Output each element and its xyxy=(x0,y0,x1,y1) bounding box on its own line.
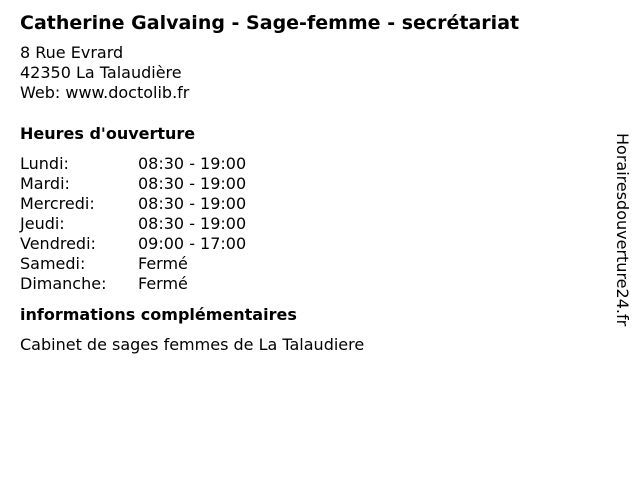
address-web: Web: www.doctolib.fr xyxy=(20,83,190,102)
hours-day-label: Dimanche: xyxy=(20,274,107,293)
watermark-container xyxy=(610,133,634,343)
additional-info-heading: informations complémentaires xyxy=(20,305,297,324)
hours-row-tuesday xyxy=(20,174,590,194)
address-block xyxy=(20,43,590,103)
hours-time-value: 09:00 - 17:00 xyxy=(138,234,247,253)
hours-row-wednesday xyxy=(20,194,590,214)
hours-time-value: 08:30 - 19:00 xyxy=(138,214,247,233)
hours-day-label: Lundi: xyxy=(20,154,69,173)
opening-hours-heading: Heures d'ouverture xyxy=(20,124,196,143)
hours-time-value: 08:30 - 19:00 xyxy=(138,194,247,213)
business-card xyxy=(20,11,590,355)
hours-time-value: Fermé xyxy=(138,274,188,293)
address-city: 42350 La Talaudière xyxy=(20,63,182,82)
hours-day-label: Samedi: xyxy=(20,254,86,273)
site-watermark: Horairesdouverture24.fr xyxy=(613,133,632,327)
hours-time-value: Fermé xyxy=(138,254,188,273)
address-street: 8 Rue Evrard xyxy=(20,43,124,62)
hours-day-label: Vendredi: xyxy=(20,234,96,253)
opening-hours-table xyxy=(20,154,590,294)
hours-row-sunday xyxy=(20,274,590,294)
hours-row-thursday xyxy=(20,214,590,234)
additional-info-text: Cabinet de sages femmes de La Talaudiere xyxy=(20,335,365,354)
hours-time-value: 08:30 - 19:00 xyxy=(138,174,247,193)
hours-row-saturday xyxy=(20,254,590,274)
hours-time-value: 08:30 - 19:00 xyxy=(138,154,247,173)
hours-day-label: Mardi: xyxy=(20,174,70,193)
hours-row-friday xyxy=(20,234,590,254)
hours-day-label: Mercredi: xyxy=(20,194,95,213)
page-title: Catherine Galvaing - Sage-femme - secrétariat xyxy=(20,12,520,34)
hours-day-label: Jeudi: xyxy=(20,214,65,233)
hours-row-monday xyxy=(20,154,590,174)
